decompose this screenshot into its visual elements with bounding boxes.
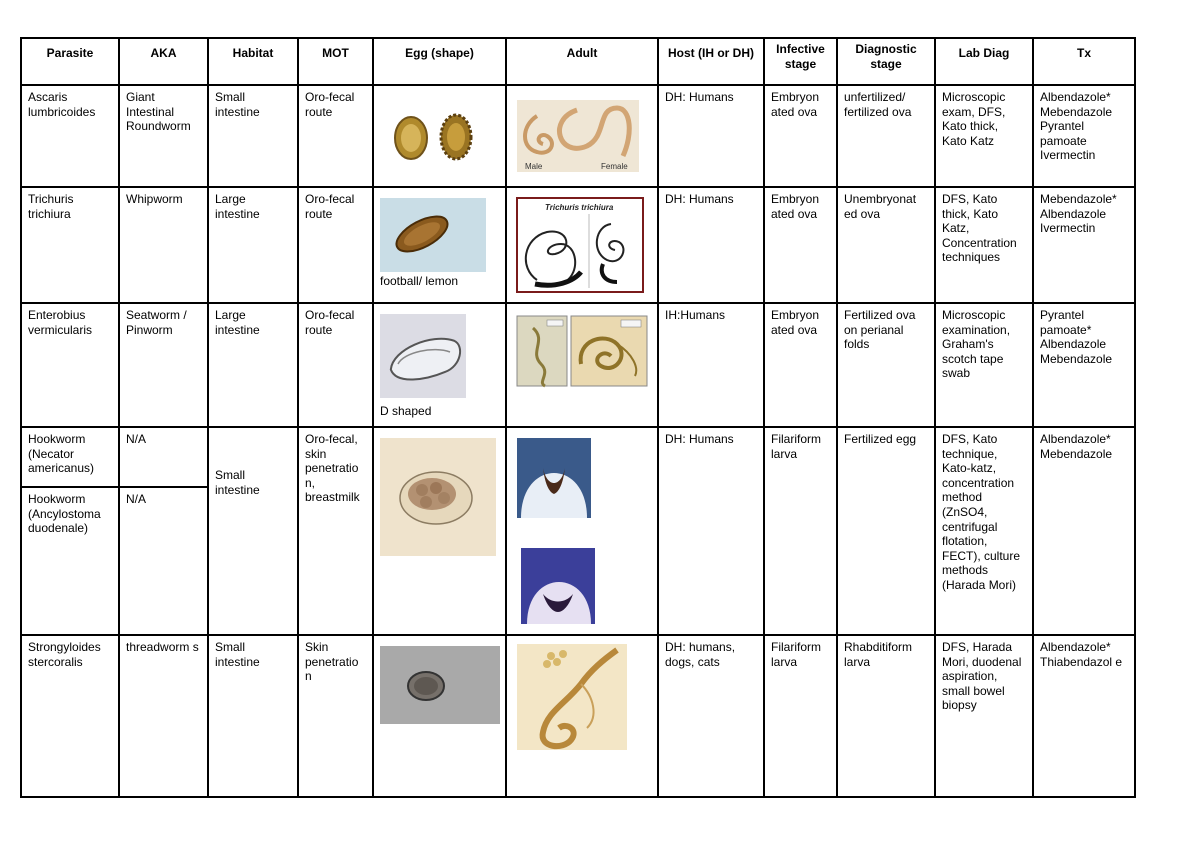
header-row <box>21 38 1135 85</box>
header-infective-stage: Infective stage <box>764 38 837 85</box>
header-egg: Egg (shape) <box>373 38 506 85</box>
cell-habitat: Large intestine <box>208 303 298 427</box>
cell-parasite: Trichuris trichiura <box>21 187 119 303</box>
cell-mot: Oro-fecal route <box>298 85 373 187</box>
cell-tx: Albendazole* Mebendazole Pyrantel pamoate Ivermectin <box>1033 85 1135 187</box>
header-lab-diag: Lab Diag <box>935 38 1033 85</box>
cell-diagnostic-stage: Unembryonat ed ova <box>837 187 935 303</box>
parasite-table <box>20 37 1136 798</box>
cell-aka: Giant Intestinal Roundworm <box>119 85 208 187</box>
cell-parasite: Strongyloides stercoralis <box>21 635 119 797</box>
cell-diagnostic-stage: unfertilized/ fertilized ova <box>837 85 935 187</box>
cell-aka: threadworm s <box>119 635 208 797</box>
cell-infective-stage: Filariform larva <box>764 427 837 635</box>
cell-diagnostic-stage: Fertilized egg <box>837 427 935 635</box>
cell-infective-stage: Embryon ated ova <box>764 187 837 303</box>
cell-egg-image <box>373 187 506 303</box>
cell-adult-image <box>506 85 658 187</box>
header-tx: Tx <box>1033 38 1135 85</box>
cell-diagnostic-stage: Rhabditiform larva <box>837 635 935 797</box>
cell-egg-image <box>373 635 506 797</box>
cell-adult-image <box>506 303 658 427</box>
enterobius-adult-image <box>507 304 658 426</box>
cell-infective-stage: Filariform larva <box>764 635 837 797</box>
cell-lab-diag: Microscopic examination, Graham's scotch tape swab <box>935 303 1033 427</box>
header-habitat: Habitat <box>208 38 298 85</box>
cell-host: DH: Humans <box>658 427 764 635</box>
cell-egg-image <box>373 427 506 635</box>
cell-habitat: Small intestine <box>208 85 298 187</box>
cell-infective-stage: Embryon ated ova <box>764 85 837 187</box>
cell-host: DH: Humans <box>658 187 764 303</box>
header-parasite: Parasite <box>21 38 119 85</box>
header-aka: AKA <box>119 38 208 85</box>
cell-tx: Pyrantel pamoate* Albendazole Mebendazole <box>1033 303 1135 427</box>
cell-host: DH: humans, dogs, cats <box>658 635 764 797</box>
cell-aka: N/A <box>119 427 208 487</box>
trichuris-egg-image <box>374 188 506 276</box>
enterobius-egg-image <box>374 304 506 400</box>
adult-image-title: Trichuris trichiura <box>545 203 614 212</box>
adult-label-female: Female <box>601 162 628 171</box>
cell-infective-stage: Embryon ated ova <box>764 303 837 427</box>
adult-label-male: Male <box>525 162 543 171</box>
cell-adult-image <box>506 187 658 303</box>
cell-adult-image <box>506 635 658 797</box>
cell-host: DH: Humans <box>658 85 764 187</box>
cell-mot: Skin penetratio n <box>298 635 373 797</box>
table-row <box>21 427 1135 487</box>
cell-habitat: Large intestine <box>208 187 298 303</box>
parasite-table-page <box>20 37 1136 798</box>
cell-parasite: Enterobius vermicularis <box>21 303 119 427</box>
table-row <box>21 85 1135 187</box>
strongyloides-adult-image <box>507 636 658 796</box>
cell-tx: Mebendazole* Albendazole Ivermectin <box>1033 187 1135 303</box>
ascaris-adult-image <box>507 86 658 186</box>
cell-parasite: Hookworm (Ancylostoma duodenale) <box>21 487 119 635</box>
cell-parasite: Ascaris lumbricoides <box>21 85 119 187</box>
table-row <box>21 635 1135 797</box>
hookworm-egg-image <box>374 428 506 558</box>
cell-lab-diag: Microscopic exam, DFS, Kato thick, Kato Katz <box>935 85 1033 187</box>
hookworm-adult-image <box>507 428 658 628</box>
cell-aka: Whipworm <box>119 187 208 303</box>
cell-tx: Albendazole* Mebendazole <box>1033 427 1135 635</box>
cell-tx: Albendazole* Thiabendazol e <box>1033 635 1135 797</box>
cell-habitat: Small intestine <box>208 635 298 797</box>
cell-diagnostic-stage: Fertilized ova on perianal folds <box>837 303 935 427</box>
header-host: Host (IH or DH) <box>658 38 764 85</box>
cell-habitat: Small intestine <box>208 427 298 635</box>
cell-egg-image <box>373 85 506 187</box>
cell-aka: Seatworm / Pinworm <box>119 303 208 427</box>
header-mot: MOT <box>298 38 373 85</box>
cell-mot: Oro-fecal, skin penetratio n, breastmilk <box>298 427 373 635</box>
cell-lab-diag: DFS, Harada Mori, duodenal aspiration, small bowel biopsy <box>935 635 1033 797</box>
strongyloides-egg-image <box>374 636 506 736</box>
table-row <box>21 187 1135 303</box>
cell-adult-image <box>506 427 658 635</box>
egg-shape-caption: D shaped <box>380 404 432 418</box>
cell-mot: Oro-fecal route <box>298 187 373 303</box>
cell-lab-diag: DFS, Kato technique, Kato-katz, concentration method (ZnSO4, centrifugal flotation, FECT), culture methods (Harada Mori) <box>935 427 1033 635</box>
cell-parasite: Hookworm (Necator americanus) <box>21 427 119 487</box>
cell-host: IH:Humans <box>658 303 764 427</box>
cell-mot: Oro-fecal route <box>298 303 373 427</box>
cell-lab-diag: DFS, Kato thick, Kato Katz, Concentration techniques <box>935 187 1033 303</box>
cell-egg-image <box>373 303 506 427</box>
table-row <box>21 303 1135 427</box>
trichuris-adult-image <box>507 188 658 302</box>
egg-shape-caption: football/ lemon <box>380 274 459 288</box>
header-diagnostic-stage: Diagnostic stage <box>837 38 935 85</box>
ascaris-egg-image <box>374 86 506 186</box>
header-adult: Adult <box>506 38 658 85</box>
cell-aka: N/A <box>119 487 208 635</box>
